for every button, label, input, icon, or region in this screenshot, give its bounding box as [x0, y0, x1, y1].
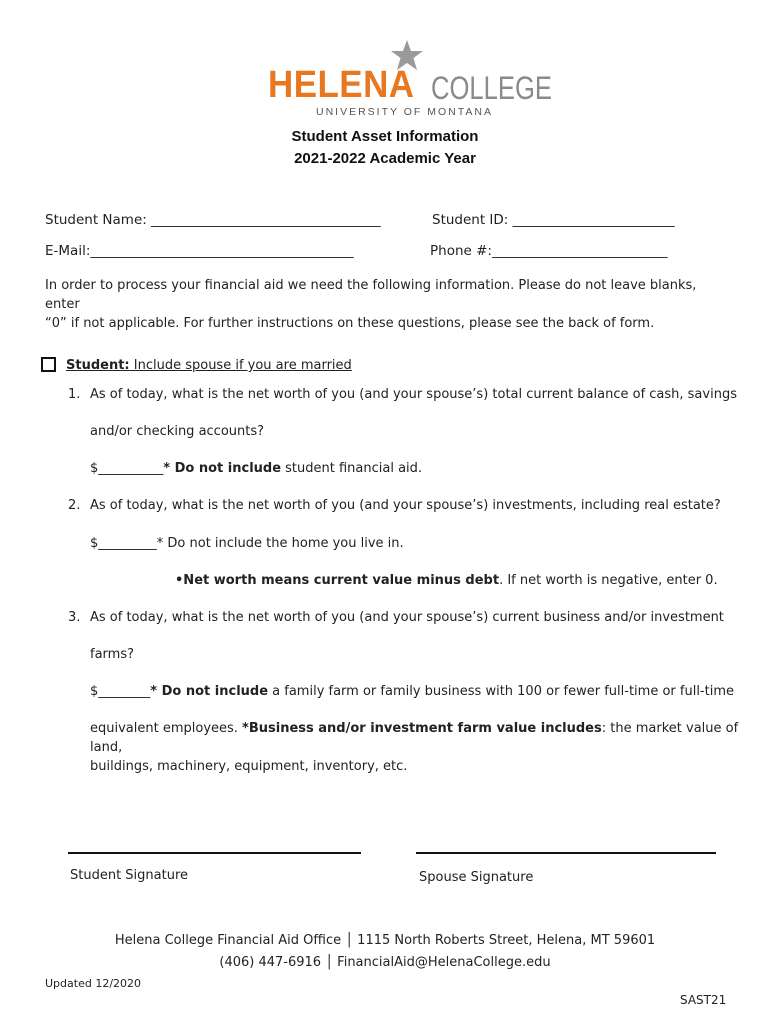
- q3-text-5: buildings, machinery, equipment, inventory, etc.: [90, 759, 408, 774]
- q3-text-2: farms?: [90, 647, 134, 662]
- student-section-heading: [66, 356, 352, 375]
- intro-line-1: In order to process your financial aid we need the following information. Please do not leave blanks, enter: [45, 278, 697, 312]
- q3-line4-bold: *Business and/or investment farm value includes: [242, 721, 602, 736]
- net-worth-bold: •Net worth means current value minus debt: [175, 573, 500, 588]
- footer-address: Helena College Financial Aid Office │ 1115 North Roberts Street, Helena, MT 59601: [114, 933, 656, 948]
- q3-bold-note: * Do not include: [150, 684, 269, 699]
- q1-bold-note: * Do not include: [163, 461, 282, 476]
- logo-university-text: UNIVERSITY OF MONTANA: [316, 106, 493, 118]
- document-title: Student Asset Information: [291, 128, 479, 145]
- q3-line4-b: : the market value of land,: [90, 721, 739, 755]
- spouse-signature-line[interactable]: [416, 852, 716, 854]
- q2-answer-line: [90, 534, 404, 553]
- q3-line4-a: equivalent employees.: [90, 721, 243, 736]
- q1-blank[interactable]: $__________: [90, 461, 164, 476]
- q2-blank[interactable]: $_________: [90, 536, 157, 551]
- footer-contact: (406) 447-6916 │ FinancialAid@HelenaCollege.edu: [219, 955, 551, 970]
- form-code: SAST21: [680, 993, 727, 1007]
- q3-text: As of today, what is the net worth of you (and your spouse’s) current business and/or investment: [90, 610, 724, 625]
- student-note: Include spouse if you are married: [129, 358, 352, 373]
- updated-date: Updated 12/2020: [45, 977, 142, 990]
- q3-note: a family farm or family business with 100 or fewer full-time or full-time: [268, 684, 734, 699]
- net-worth-note: . If net worth is negative, enter 0.: [499, 573, 718, 588]
- student-signature-line[interactable]: [68, 852, 361, 854]
- student-label: Student:: [66, 358, 130, 373]
- student-name-field[interactable]: Student Name: __________________________________: [45, 212, 381, 228]
- q3-answer-line: [90, 682, 734, 701]
- q3-blank[interactable]: $________: [90, 684, 151, 699]
- intro-line-2: “0” if not applicable. For further instructions on these questions, please see the back of form.: [45, 316, 655, 331]
- q1-number: 1.: [68, 387, 81, 402]
- logo-college-text: COLLEGE: [431, 70, 552, 106]
- q2-number: 2.: [68, 498, 81, 513]
- q3-number: 3.: [68, 610, 81, 625]
- q2-text: As of today, what is the net worth of you (and your spouse’s) investments, including real estate?: [90, 498, 721, 513]
- academic-year: 2021-2022 Academic Year: [294, 150, 476, 167]
- q2-note: * Do not include the home you live in.: [156, 536, 404, 551]
- q1-text: As of today, what is the net worth of you (and your spouse’s) total current balance of cash, savings: [90, 387, 737, 402]
- student-id-field[interactable]: Student ID: ________________________: [432, 212, 675, 228]
- intro-paragraph: [45, 276, 735, 333]
- net-worth-definition: [175, 571, 718, 590]
- phone-field[interactable]: Phone #:__________________________: [430, 243, 668, 259]
- email-field[interactable]: E-Mail:_______________________________________: [45, 243, 354, 259]
- student-checkbox[interactable]: [41, 357, 56, 372]
- q3-farm-value-line: [90, 719, 770, 757]
- q1-answer-line: [90, 459, 422, 478]
- logo-helena-text: HELENA: [268, 64, 415, 106]
- q1-text-2: and/or checking accounts?: [90, 424, 265, 439]
- q1-note: student financial aid.: [281, 461, 423, 476]
- spouse-signature-label: Spouse Signature: [419, 870, 534, 885]
- helena-college-logo: [268, 40, 552, 120]
- student-signature-label: Student Signature: [70, 868, 189, 883]
